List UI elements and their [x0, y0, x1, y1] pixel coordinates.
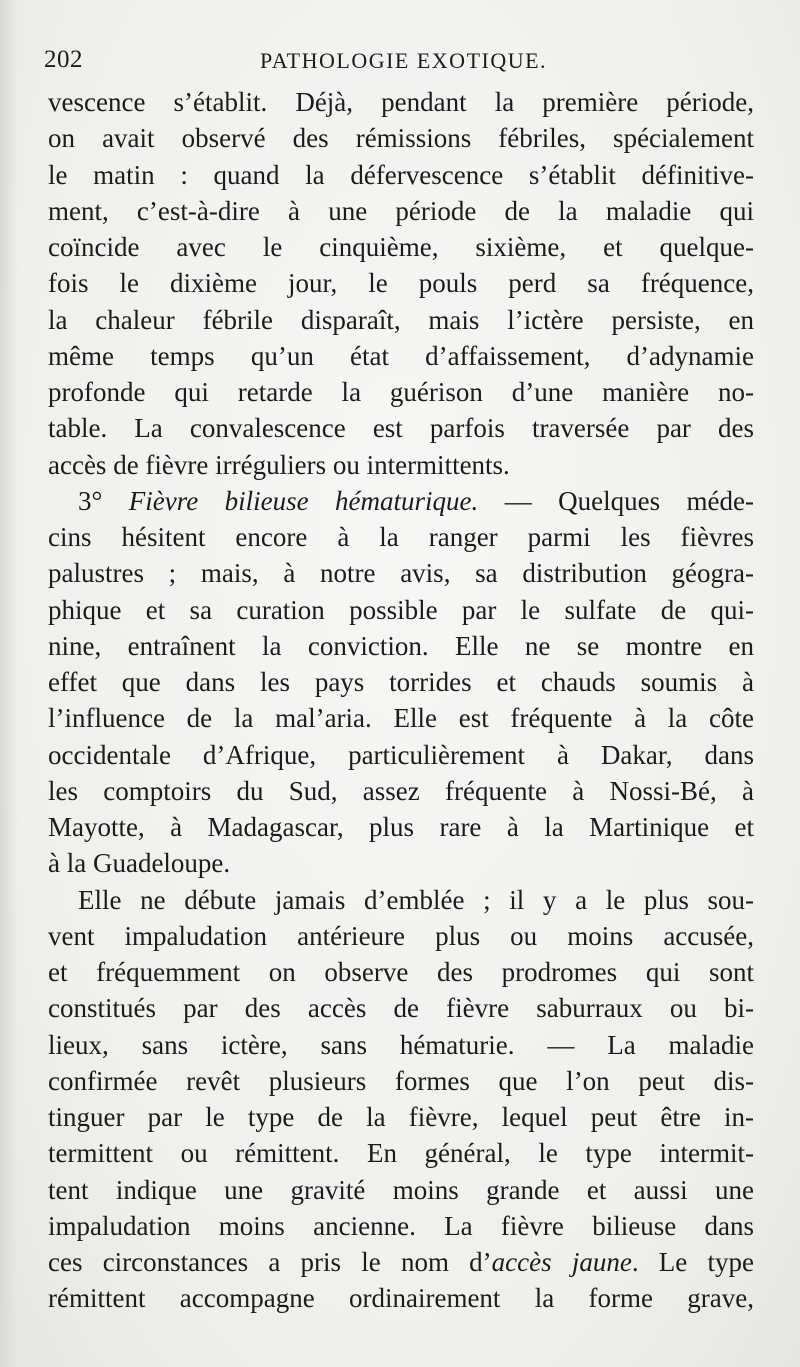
- running-title: PATHOLOGIE EXOTIQUE.: [260, 48, 548, 73]
- text-line: vent impaludation antérieure plus ou moins accusée,: [48, 920, 754, 951]
- text-line: l’influence de la mal’aria. Elle est fréquente à la côte: [48, 703, 754, 734]
- page-number: 202: [44, 46, 83, 73]
- text-line: rémittent accompagne ordinairement la forme grave,: [48, 1283, 754, 1314]
- text-line: Elle ne débute jamais d’emblée ; il y a le plus sou-: [78, 884, 754, 915]
- text-line: fois le dixième jour, le pouls perd sa fréquence,: [48, 268, 754, 299]
- text-line: ment, c’est-à-dire à une période de la maladie qui: [48, 195, 754, 226]
- section-title: Fièvre bilieuse hématurique.: [128, 485, 479, 516]
- text-line: effet que dans les pays torrides et chauds soumis à: [48, 667, 754, 697]
- section-first-line-rest: — Quelques méde-: [478, 485, 755, 516]
- text-line: le matin : quand la défervescence s’établit définitive-: [48, 159, 754, 190]
- text-line: vescence s’établit. Déjà, pendant la première période,: [48, 87, 754, 117]
- text-line: impaludation moins ancienne. La fièvre bilieuse dans: [48, 1210, 754, 1241]
- text-line: nine, entraînent la conviction. Elle ne se montre en: [48, 630, 754, 661]
- text-line: accès de fièvre irréguliers ou intermittents.: [48, 449, 510, 480]
- text-line: occidentale d’Afrique, particulièrement à Dakar, dans: [48, 739, 754, 770]
- body-text: [48, 84, 754, 1317]
- text-line: tent indique une gravité moins grande et aussi une: [48, 1174, 754, 1205]
- text-line: coïncide avec le cinquième, sixième, et quelque-: [48, 232, 754, 262]
- text-segment: . Le type: [631, 1247, 754, 1277]
- text-line: la chaleur fébrile disparaît, mais l’ictère persiste, en: [48, 304, 754, 335]
- text-line: profonde qui retarde la guérison d’une manière no-: [48, 377, 754, 407]
- page-header: [44, 46, 754, 80]
- section-number: 3°: [78, 485, 103, 516]
- text-line: on avait observé des rémissions fébriles, spécialement: [48, 123, 754, 154]
- text-line: tinguer par le type de la fièvre, lequel peut être in-: [48, 1102, 754, 1132]
- text-line: palustres ; mais, à notre avis, sa distribution géogra-: [48, 558, 754, 589]
- text-line-with-italic: [48, 1244, 754, 1280]
- text-line: même temps qu’un état d’affaissement, d’adynamie: [48, 340, 754, 371]
- text-line: les comptoirs du Sud, assez fréquente à Nossi-Bé, à: [48, 775, 754, 806]
- section-heading-line: [48, 483, 754, 519]
- text-line: phique et sa curation possible par le sulfate de qui-: [48, 594, 754, 625]
- text-line: constitués par des accès de fièvre saburraux ou bi-: [48, 993, 754, 1024]
- text-line: table. La convalescence est parfois traversée par des: [48, 413, 754, 444]
- text-line: termittent ou rémittent. En général, le type intermit-: [48, 1138, 754, 1169]
- text-line: et fréquemment on observe des prodromes qui sont: [48, 957, 754, 987]
- text-line: cins hésitent encore à la ranger parmi les fièvres: [48, 522, 754, 552]
- text-segment: ces circonstances a pris le nom d’: [48, 1247, 492, 1277]
- text-line: confirmée revêt plusieurs formes que l’on peut dis-: [48, 1065, 754, 1096]
- italic-term: accès jaune: [491, 1247, 632, 1277]
- text-line: lieux, sans ictère, sans hématurie. — La maladie: [48, 1029, 754, 1060]
- page-gutter-shadow: [0, 0, 18, 1367]
- text-line: à la Guadeloupe.: [48, 848, 231, 879]
- text-line: Mayotte, à Madagascar, plus rare à la Martinique et: [48, 812, 754, 842]
